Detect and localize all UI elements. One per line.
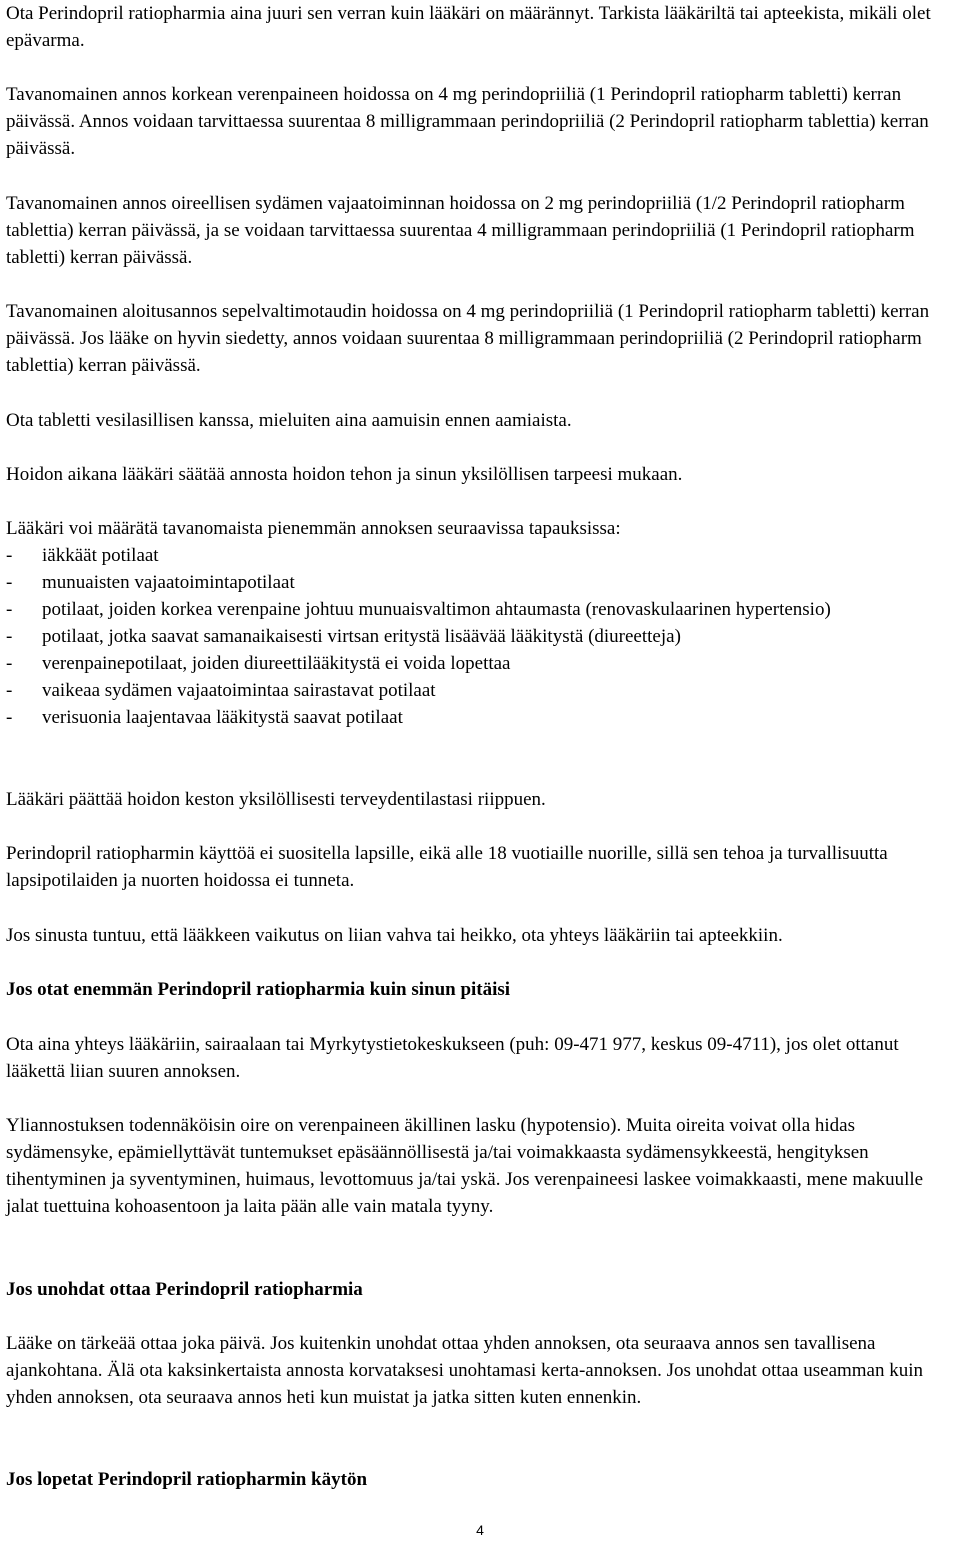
list-dash: - xyxy=(6,653,13,674)
list-dash: - xyxy=(6,599,13,620)
list-item: - vaikeaa sydämen vajaatoimintaa sairastavat potilaat xyxy=(6,677,954,704)
list-item: - potilaat, joiden korkea verenpaine johtuu munuaisvaltimon ahtaumasta (renovaskulaarinen hypertensio) xyxy=(6,596,954,623)
paragraph-children-warning: Perindopril ratiopharmin käyttöä ei suositella lapsille, eikä alle 18 vuotiaille nuorille, sillä sen tehoa ja turvallisuutta lapsipotilaiden ja nuorten hoidossa ei tunneta. xyxy=(6,843,888,891)
list-dash: - xyxy=(6,572,13,593)
paragraph-coronary-dose: Tavanomainen aloitusannos sepelvaltimotaudin hoidossa on 4 mg perindopriiliä (1 Perindopril ratiopharm tabletti) kerran päivässä. Jos lääke on hyvin siedetty, annos voidaan suurentaa 8 milligrammaan perindopriiliä (2 Perindopril ratiopharm tablettia) kerran päivässä. xyxy=(6,301,930,376)
heading-missed-dose: Jos unohdat ottaa Perindopril ratiopharmia xyxy=(6,1279,363,1300)
paragraph-take-with-water: Ota tabletti vesilasillisen kanssa, mieluiten aina aamuisin ennen aamiaista. xyxy=(6,410,572,431)
paragraph-dose-adjustment: Hoidon aikana lääkäri säätää annosta hoidon tehon ja sinun yksilöllisen tarpeesi mukaan. xyxy=(6,464,683,485)
list-item: - iäkkäät potilaat xyxy=(6,542,954,569)
paragraph-missed-dose: Lääke on tärkeää ottaa joka päivä. Jos kuitenkin unohdat ottaa yhden annoksen, ota seuraava annos sen tavallisena ajankohtana. Älä ota kaksinkertaista annosta korvataksesi unohtamasi kerta-annoksen. Jos unohdat ottaa useamman kuin yhden annoksen, ota seuraava annos heti kun muistat ja jatka sitten kuten ennenkin. xyxy=(6,1333,924,1408)
paragraph-effect-strength: Jos sinusta tuntuu, että lääkkeen vaikutus on liian vahva tai heikko, ota yhteys lääkäriin tai apteekkiin. xyxy=(6,925,783,946)
paragraph-dosage-instruction: Ota Perindopril ratiopharmia aina juuri sen verran kuin lääkäri on määrännyt. Tarkista lääkäriltä tai apteekista, mikäli olet epävarma. xyxy=(6,3,931,51)
heading-overdose: Jos otat enemmän Perindopril ratiopharmia kuin sinun pitäisi xyxy=(6,979,511,1000)
list-dash: - xyxy=(6,545,13,566)
paragraph-hypertension-dose: Tavanomainen annos korkean verenpaineen hoidossa on 4 mg perindopriiliä (1 Perindopril ratiopharm tabletti) kerran päivässä. Annos voidaan tarvittaessa suurentaa 8 milligrammaan perindopriiliä (2 Perindopril ratiopharm tablettia) kerran päivässä. xyxy=(6,84,929,159)
paragraph-overdose-contact: Ota aina yhteys lääkäriin, sairaalaan tai Myrkytystietokeskukseen (puh: 09-471 977, keskus 09-4711), jos olet ottanut lääkettä liian suuren annoksen. xyxy=(6,1034,899,1082)
list-dash: - xyxy=(6,707,13,728)
lower-dose-list xyxy=(6,542,954,731)
paragraph-lower-dose-intro: Lääkäri voi määrätä tavanomaista pienemmän annoksen seuraavissa tapauksissa: xyxy=(6,518,621,539)
paragraph-overdose-symptoms: Yliannostuksen todennäköisin oire on verenpaineen äkillinen lasku (hypotensio). Muita oireita voivat olla hidas sydämensyke, epämiellyttävät tuntemukset epäsäännöllisestä ja/tai voimakkaasta sydämensykkeestä, hengityksen tihentyminen ja syventyminen, huimaus, levottomuus ja/tai yskä. Jos verenpaineesi laskee voimakkaasti, mene makuulle jalat tuettuina kohoasentoon ja laita pään alle vain matala tyyny. xyxy=(6,1115,924,1217)
heading-stop-use: Jos lopetat Perindopril ratiopharmin käytön xyxy=(6,1469,368,1490)
list-item: - munuaisten vajaatoimintapotilaat xyxy=(6,569,954,596)
paragraph-heart-failure-dose: Tavanomainen annos oireellisen sydämen vajaatoiminnan hoidossa on 2 mg perindopriiliä (1/2 Perindopril ratiopharm tablettia) kerran päivässä, ja se voidaan tarvittaessa suurentaa 4 milligrammaan perindopriiliä (1 Perindopril ratiopharm tabletti) kerran päivässä. xyxy=(6,193,915,268)
list-dash: - xyxy=(6,680,13,701)
list-dash: - xyxy=(6,626,13,647)
list-item: - verenpainepotilaat, joiden diureettilääkitystä ei voida lopettaa xyxy=(6,650,954,677)
document-page xyxy=(6,0,954,1541)
list-item: - verisuonia laajentavaa lääkitystä saavat potilaat xyxy=(6,704,954,731)
page-number: 4 xyxy=(476,1522,484,1538)
paragraph-treatment-duration: Lääkäri päättää hoidon keston yksilöllisesti terveydentilastasi riippuen. xyxy=(6,789,546,810)
list-item: - potilaat, jotka saavat samanaikaisesti virtsan eritystä lisäävää lääkitystä (diureetteja) xyxy=(6,623,954,650)
